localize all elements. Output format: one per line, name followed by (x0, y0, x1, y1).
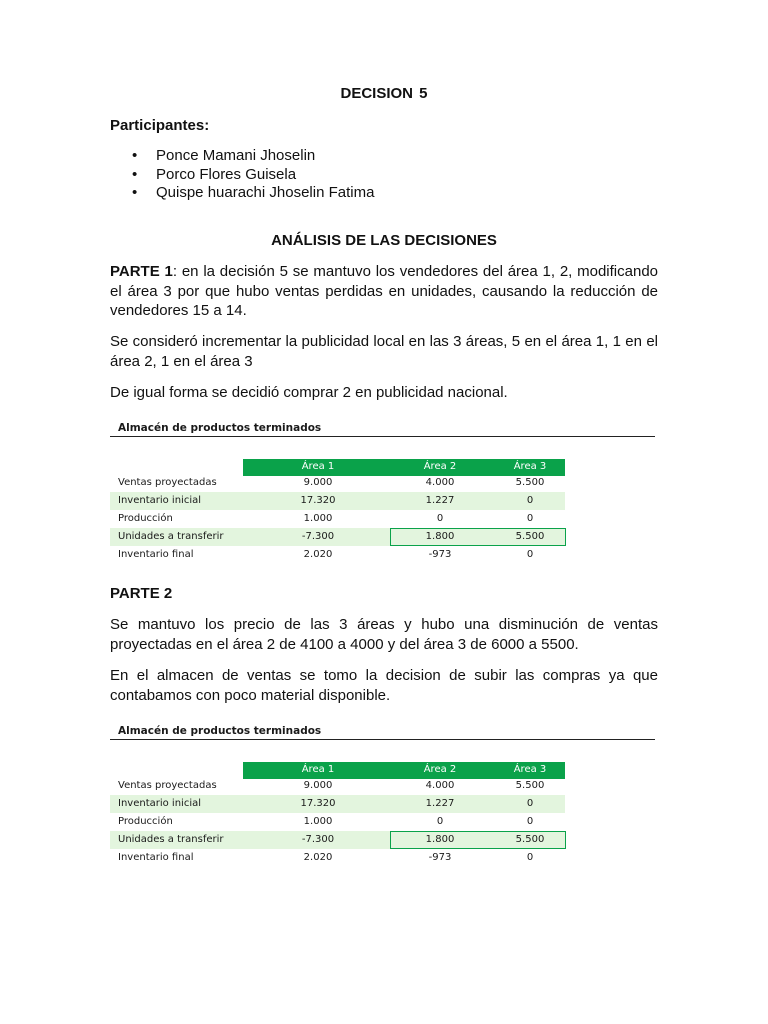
row-label: Inventario final (118, 852, 194, 863)
row-label: Inventario final (118, 549, 194, 560)
table-cell: 9.000 (303, 477, 333, 488)
table-row (110, 795, 565, 813)
table-cell: -7.300 (301, 531, 335, 542)
bullet-icon: • (132, 184, 138, 201)
table-cell: 1.227 (425, 495, 455, 506)
table-row (110, 849, 565, 867)
part2-heading: PARTE 2 (110, 585, 173, 602)
table-cell: 1.800 (425, 834, 455, 845)
table-row (110, 813, 565, 831)
list-item (110, 184, 374, 203)
inventory-table-1 (110, 422, 658, 562)
table-cell: 5.500 (515, 780, 545, 791)
part1-text: : en la decisión 5 se mantuvo los vendedores del área 1, 2, modificando el área 3 por que hubo ventas perdidas en unidades, causando la reducción de vendedores 15 a 14. (110, 263, 659, 319)
column-header: Área 1 (301, 461, 335, 472)
table-divider (110, 436, 655, 437)
table-cell: 0 (526, 513, 534, 524)
part1-paragraph-3: De igual forma se decidió comprar 2 en publicidad nacional. (110, 384, 508, 401)
table-cell: 4.000 (425, 477, 455, 488)
table-cell: 0 (436, 513, 444, 524)
table-title: Almacén de productos terminados (118, 725, 322, 737)
table-cell: 1.800 (425, 531, 455, 542)
table-divider (110, 739, 655, 740)
participants-list (110, 147, 374, 203)
part2-paragraph-2: En el almacen de ventas se tomo la decision de subir las compras ya que contabamos con poco material disponible. (110, 667, 658, 704)
table-cell: 17.320 (300, 798, 336, 809)
table-cell: 0 (526, 549, 534, 560)
table-cell: 1.000 (303, 816, 333, 827)
table-cell: 2.020 (303, 549, 333, 560)
table-row (110, 528, 565, 546)
table-row (110, 831, 565, 849)
table-cell: 5.500 (515, 531, 545, 542)
row-label: Ventas proyectadas (118, 780, 217, 791)
page-title: DECISION 5 (340, 85, 428, 102)
participant-name: Porco Flores Guisela (156, 165, 297, 183)
row-label: Unidades a transferir (118, 531, 224, 542)
table-cell: 0 (436, 816, 444, 827)
table-cell: 0 (526, 495, 534, 506)
table-cell: 5.500 (515, 834, 545, 845)
table-row (110, 510, 565, 528)
table-row (110, 492, 565, 510)
table-title: Almacén de productos terminados (118, 422, 322, 434)
table-cell: 5.500 (515, 477, 545, 488)
row-label: Inventario inicial (118, 495, 202, 506)
part1-paragraph-2: Se consideró incrementar la publicidad local en las 3 áreas, 5 en el área 1, 1 en el área 2, 1 en el área 3 (110, 333, 658, 370)
bullet-icon: • (132, 147, 138, 164)
table-cell: 2.020 (303, 852, 333, 863)
table-cell: 4.000 (425, 780, 455, 791)
row-label: Producción (118, 816, 173, 827)
inventory-table-2 (110, 725, 658, 865)
column-header: Área 3 (513, 764, 547, 775)
column-header: Área 3 (513, 461, 547, 472)
row-label: Inventario inicial (118, 798, 202, 809)
table-cell: 9.000 (303, 780, 333, 791)
column-header: Área 1 (301, 764, 335, 775)
analysis-heading: ANÁLISIS DE LAS DECISIONES (271, 232, 497, 249)
table-cell: -973 (428, 549, 452, 560)
list-item (110, 166, 374, 185)
row-label: Ventas proyectadas (118, 477, 217, 488)
row-label: Unidades a transferir (118, 834, 224, 845)
list-item (110, 147, 374, 166)
part2-paragraph-1: Se mantuvo los precio de las 3 áreas y hubo una disminución de ventas proyectadas en el área 2 de 4100 a 4000 y del área 3 de 6000 a 5500. (110, 616, 658, 653)
table-cell: 1.227 (425, 798, 455, 809)
table-row (110, 777, 565, 795)
table-cell: -7.300 (301, 834, 335, 845)
part1-label: PARTE 1 (110, 263, 173, 280)
table-cell: 1.000 (303, 513, 333, 524)
participants-heading: Participantes: (110, 117, 210, 134)
table-cell: 17.320 (300, 495, 336, 506)
row-label: Producción (118, 513, 173, 524)
participant-name: Ponce Mamani Jhoselin (156, 147, 316, 164)
table-row (110, 474, 565, 492)
table-cell: -973 (428, 852, 452, 863)
part1-paragraph (110, 262, 658, 321)
table-row (110, 546, 565, 564)
table-cell: 0 (526, 852, 534, 863)
participant-name: Quispe huarachi Jhoselin Fatima (156, 184, 375, 201)
table-cell: 0 (526, 798, 534, 809)
bullet-icon: • (132, 165, 138, 183)
column-header: Área 2 (423, 764, 457, 775)
table-cell: 0 (526, 816, 534, 827)
column-header: Área 2 (423, 461, 457, 472)
